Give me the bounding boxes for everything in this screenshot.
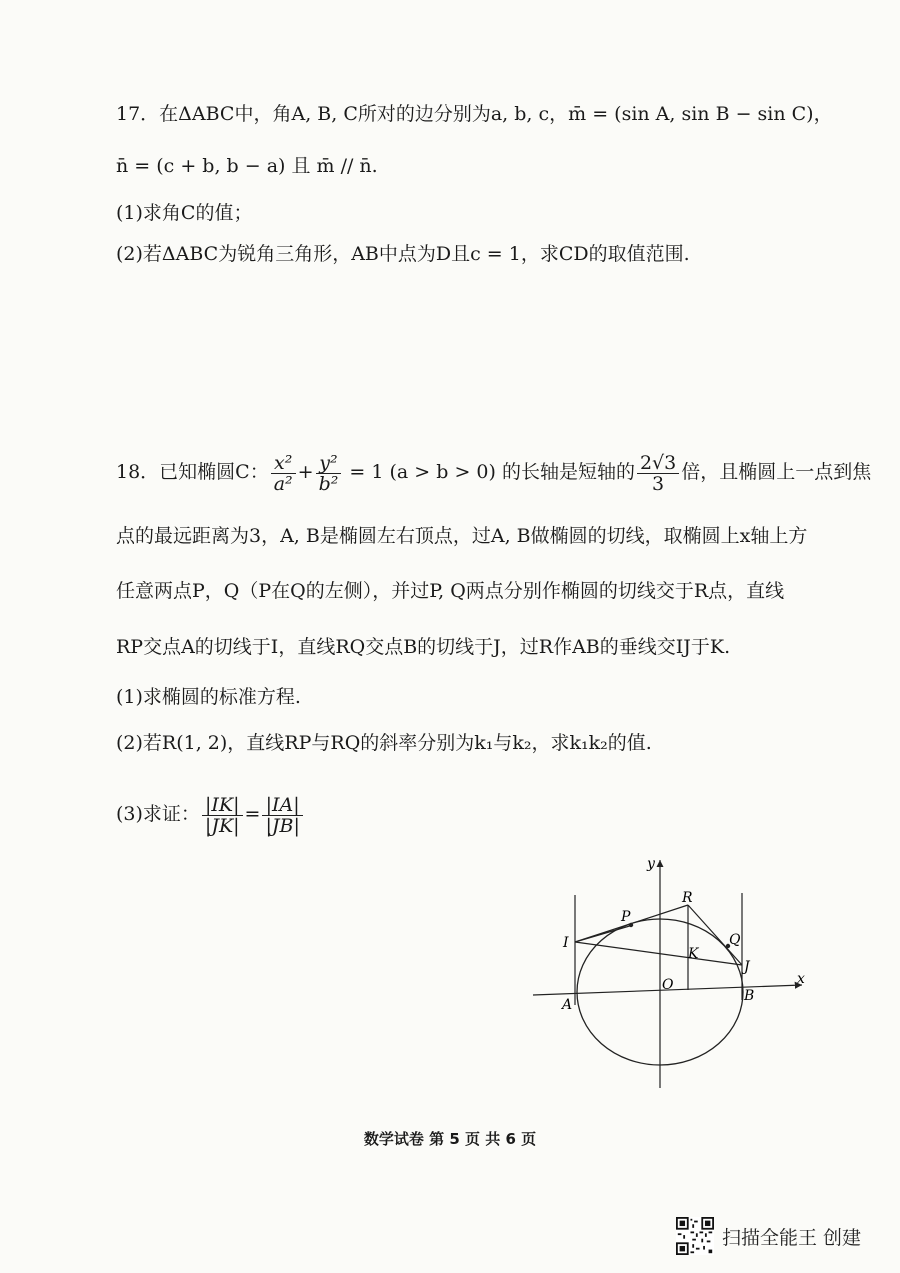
qr-code-icon xyxy=(676,1217,714,1255)
page-footer: 数学试卷 第 5 页 共 6 页 xyxy=(363,1130,537,1148)
q18-ratio-ik-jk: $\frac{|IK|}{|JK|}$ xyxy=(202,795,243,836)
label-a: A xyxy=(562,997,573,1013)
q18-frac-y: $\frac{\text{y²}}{\text{b²}}$ xyxy=(316,453,342,494)
scanner-watermark xyxy=(676,1216,861,1256)
q18-equals: = xyxy=(244,803,261,825)
q18-frac-x: $\frac{\text{x²}}{\text{a²}}$ xyxy=(271,453,296,494)
watermark-text: 扫描全能王 创建 xyxy=(722,1226,862,1249)
q17-part2: (2)若ΔABC为锐角三角形，AB中点为D且c = 1，求CD的取值范围. xyxy=(116,243,690,265)
q17-line1: 17．在ΔABC中，角A, B, C所对的边分别为a, b, c，m̄ = (sin A, sin B − sin C)， xyxy=(116,103,833,125)
q18-part3-pre: (3)求证： xyxy=(116,803,200,825)
ellipse-figure xyxy=(520,850,820,1100)
q18-part2: (2)若R(1, 2)，直线RP与RQ的斜率分别为k₁与k₂，求k₁k₂的值. xyxy=(116,732,652,754)
label-y: y xyxy=(647,856,655,872)
label-k: K xyxy=(688,946,699,962)
label-x: x xyxy=(797,971,805,987)
label-j: J xyxy=(744,959,750,975)
q18-ratio-frac: $\frac{2√3}{3}$ xyxy=(637,453,679,494)
q18-line1-mid: = 1 (a > b > 0) 的长轴是短轴的 xyxy=(343,461,635,483)
q18-plus: + xyxy=(297,461,314,483)
q18-part1: (1)求椭圆的标准方程. xyxy=(116,686,301,708)
label-r: R xyxy=(682,890,693,906)
label-q: Q xyxy=(729,932,741,948)
q17-line2: n̄ = (c + b, b − a) 且 m̄ // n̄. xyxy=(116,155,378,177)
line-i-r-lower xyxy=(575,925,633,942)
q18-line2: 点的最远距离为3，A, B是椭圆左右顶点，过A, B做椭圆的切线，取椭圆上x轴上方 xyxy=(116,525,808,547)
q18-ratio-ia-jb: $\frac{|IA|}{|JB|}$ xyxy=(262,795,302,836)
q18-line1 xyxy=(116,450,871,494)
q18-line1-post: 倍，且椭圆上一点到焦 xyxy=(681,461,872,483)
label-i: I xyxy=(563,935,569,951)
q18-part3 xyxy=(116,784,305,844)
label-b: B xyxy=(744,988,755,1004)
q18-line1-pre: 18．已知椭圆C： xyxy=(116,461,269,483)
line-ij xyxy=(575,942,742,965)
q17-part1: (1)求角C的值； xyxy=(116,202,253,224)
label-o: O xyxy=(662,977,674,993)
label-p: P xyxy=(621,909,631,925)
q18-line4: RP交点A的切线于I，直线RQ交点B的切线于J，过R作AB的垂线交IJ于K. xyxy=(116,636,731,658)
q18-line3: 任意两点P，Q（P在Q的左侧），并过P, Q两点分别作椭圆的切线交于R点，直线 xyxy=(116,580,785,602)
